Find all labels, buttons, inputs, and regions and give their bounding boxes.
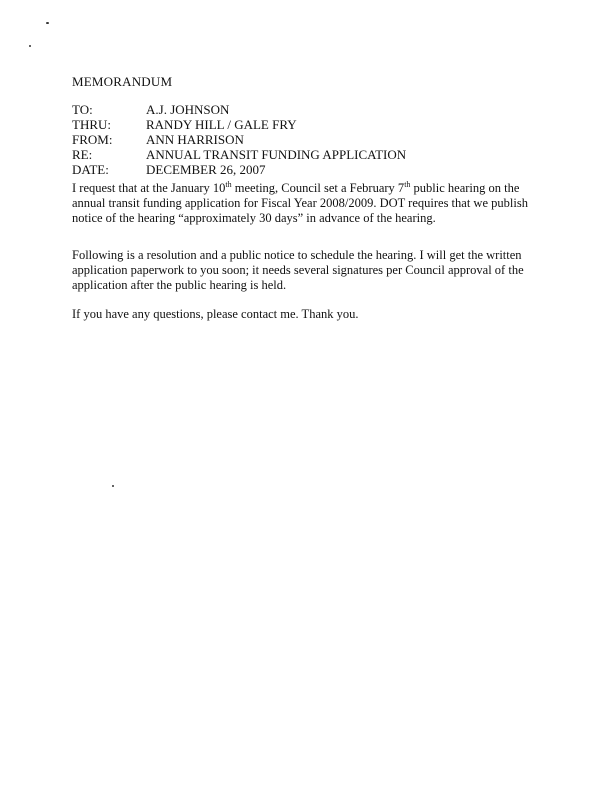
header-label: FROM: — [72, 132, 113, 147]
header-value: RANDY HILL / GALE FRY — [146, 117, 297, 132]
header-value: ANN HARRISON — [146, 132, 244, 147]
header-label: DATE: — [72, 162, 109, 177]
paragraph-text: meeting, Council set a February 7 — [231, 181, 405, 195]
header-label: TO: — [72, 102, 93, 117]
ordinal-suffix: th — [404, 179, 411, 189]
paragraph-text: I request that at the January 10 — [72, 181, 226, 195]
header-row-re — [72, 147, 406, 162]
memo-header — [72, 102, 406, 177]
scan-speck — [29, 45, 31, 47]
header-value: ANNUAL TRANSIT FUNDING APPLICATION — [146, 147, 407, 162]
scan-speck — [112, 485, 114, 487]
header-label: RE: — [72, 147, 93, 162]
paragraph-text: public hearing on the annual transit funding application for Fiscal Year 2008/2009. DOT requires that we publish notice of the hearing “approximately 30 days” in advance of the hearing. — [72, 181, 528, 225]
header-row-date — [72, 162, 406, 177]
body-paragraph-resolution: Following is a resolution and a public notice to schedule the hearing. I will get the written application paperwork to you soon; it needs several signatures per Council approval of the application after the public hearing is held. — [72, 248, 524, 292]
header-value: A.J. JOHNSON — [146, 102, 230, 117]
memo-title: MEMORANDUM — [72, 74, 173, 89]
header-label: THRU: — [72, 117, 111, 132]
header-value: DECEMBER 26, 2007 — [146, 162, 266, 177]
body-paragraph-request — [72, 181, 552, 226]
header-row-thru — [72, 117, 406, 132]
header-row-to — [72, 102, 406, 117]
ordinal-suffix: th — [225, 179, 232, 189]
scan-speck — [46, 22, 49, 24]
body-paragraph-closing: If you have any questions, please contact me. Thank you. — [72, 307, 359, 321]
header-row-from — [72, 132, 406, 147]
